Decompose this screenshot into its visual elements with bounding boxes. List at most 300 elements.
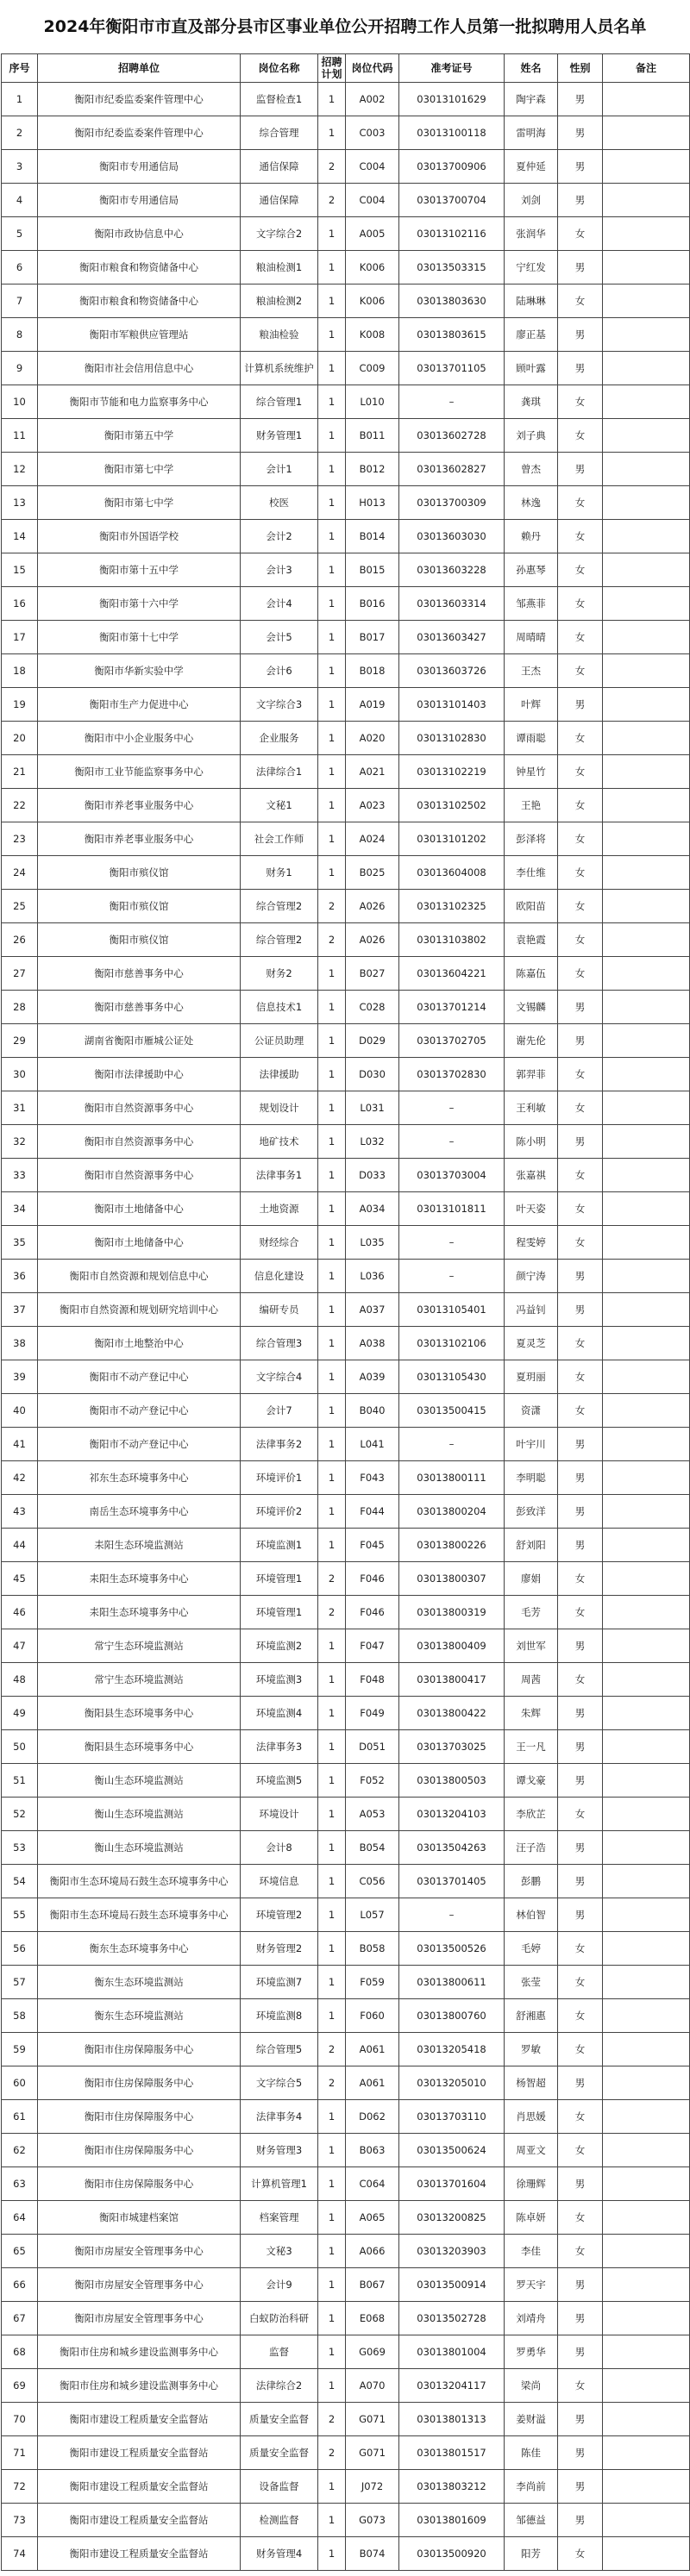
table-row [2, 2369, 690, 2403]
cell-name: 王利敏 [505, 1091, 558, 1125]
cell-position: 质量安全监督 [241, 2403, 318, 2436]
cell-remark [603, 453, 690, 486]
cell-post-code: B014 [346, 520, 399, 553]
cell-post-code: A070 [346, 2369, 399, 2403]
cell-name: 张润华 [505, 217, 558, 251]
cell-gender: 男 [558, 2504, 603, 2537]
cell-name: 孙惠琴 [505, 553, 558, 587]
cell-gender: 女 [558, 1360, 603, 1394]
cell-name: 王杰 [505, 654, 558, 688]
cell-name: 周亚文 [505, 2134, 558, 2167]
cell-gender: 男 [558, 1697, 603, 1730]
cell-gender: 女 [558, 1394, 603, 1428]
cell-gender: 女 [558, 1058, 603, 1091]
cell-gender: 女 [558, 1327, 603, 1360]
cell-name: 谭戈豪 [505, 1764, 558, 1798]
header-row [2, 54, 690, 83]
cell-ticket-no: – [399, 385, 505, 419]
cell-remark [603, 1764, 690, 1798]
cell-seq: 18 [2, 654, 38, 688]
cell-plan: 1 [318, 1730, 346, 1764]
cell-plan: 1 [318, 1663, 346, 1697]
cell-ticket-no: 03013102106 [399, 1327, 505, 1360]
cell-post-code: L036 [346, 1260, 399, 1293]
cell-gender: 男 [558, 251, 603, 284]
cell-remark [603, 251, 690, 284]
cell-unit: 衡阳市建设工程质量安全监督站 [38, 2537, 241, 2571]
cell-ticket-no: 03013800417 [399, 1663, 505, 1697]
cell-seq: 43 [2, 1495, 38, 1529]
cell-seq: 36 [2, 1260, 38, 1293]
cell-remark [603, 2504, 690, 2537]
cell-plan: 1 [318, 1192, 346, 1226]
table-row [2, 1562, 690, 1596]
cell-seq: 24 [2, 856, 38, 890]
cell-ticket-no: – [399, 1226, 505, 1260]
cell-plan: 1 [318, 2201, 346, 2235]
cell-gender: 男 [558, 2470, 603, 2504]
cell-ticket-no: 03013803615 [399, 318, 505, 352]
cell-remark [603, 2470, 690, 2504]
cell-remark [603, 2235, 690, 2268]
cell-position: 环境监测4 [241, 1697, 318, 1730]
cell-unit: 衡阳市住房保障服务中心 [38, 2100, 241, 2134]
cell-name: 毛芳 [505, 1596, 558, 1629]
cell-plan: 1 [318, 1529, 346, 1562]
cell-remark [603, 553, 690, 587]
table-row [2, 251, 690, 284]
cell-unit: 衡阳市不动产登记中心 [38, 1394, 241, 1428]
cell-seq: 55 [2, 1898, 38, 1932]
cell-name: 周晴晴 [505, 621, 558, 654]
table-row [2, 654, 690, 688]
cell-post-code: E068 [346, 2302, 399, 2335]
cell-gender: 男 [558, 1293, 603, 1327]
cell-gender: 男 [558, 688, 603, 722]
cell-position: 粮油检测1 [241, 251, 318, 284]
cell-ticket-no: 03013800111 [399, 1461, 505, 1495]
cell-ticket-no: 03013204103 [399, 1798, 505, 1831]
table-row [2, 150, 690, 184]
cell-ticket-no: 03013702830 [399, 1058, 505, 1091]
cell-post-code: K006 [346, 251, 399, 284]
cell-seq: 16 [2, 587, 38, 621]
cell-post-code: D033 [346, 1159, 399, 1192]
cell-gender: 男 [558, 318, 603, 352]
cell-plan: 1 [318, 352, 346, 385]
cell-seq: 69 [2, 2369, 38, 2403]
table-row [2, 722, 690, 755]
cell-unit: 衡阳市第十七中学 [38, 621, 241, 654]
cell-position: 法律事务1 [241, 1159, 318, 1192]
table-row [2, 1159, 690, 1192]
cell-remark [603, 755, 690, 789]
cell-unit: 衡阳市粮食和物资储备中心 [38, 251, 241, 284]
cell-seq: 57 [2, 1966, 38, 1999]
header-name: 姓名 [505, 54, 558, 83]
cell-name: 毛婷 [505, 1932, 558, 1966]
cell-remark [603, 2100, 690, 2134]
cell-position: 综合管理1 [241, 385, 318, 419]
cell-ticket-no: 03013703025 [399, 1730, 505, 1764]
cell-gender: 女 [558, 2235, 603, 2268]
cell-seq: 66 [2, 2268, 38, 2302]
cell-position: 通信保障 [241, 184, 318, 217]
cell-post-code: D051 [346, 1730, 399, 1764]
cell-ticket-no: 03013801313 [399, 2403, 505, 2436]
cell-unit: 衡阳市殡仪馆 [38, 923, 241, 957]
cell-seq: 13 [2, 486, 38, 520]
cell-ticket-no: 03013800307 [399, 1562, 505, 1596]
cell-gender: 女 [558, 1091, 603, 1125]
cell-unit: 衡阳市慈善事务中心 [38, 991, 241, 1024]
cell-seq: 62 [2, 2134, 38, 2167]
cell-post-code: B040 [346, 1394, 399, 1428]
cell-unit: 衡阳市第七中学 [38, 486, 241, 520]
cell-unit: 衡阳市工业节能监察事务中心 [38, 755, 241, 789]
table-row [2, 1865, 690, 1898]
cell-remark [603, 923, 690, 957]
cell-remark [603, 352, 690, 385]
cell-remark [603, 1697, 690, 1730]
header-post-code: 岗位代码 [346, 54, 399, 83]
cell-position: 文字综合5 [241, 2066, 318, 2100]
cell-post-code: J072 [346, 2470, 399, 2504]
cell-post-code: B017 [346, 621, 399, 654]
cell-seq: 34 [2, 1192, 38, 1226]
cell-gender: 男 [558, 1764, 603, 1798]
cell-ticket-no: 03013703004 [399, 1159, 505, 1192]
cell-name: 汪子浩 [505, 1831, 558, 1865]
cell-plan: 1 [318, 1058, 346, 1091]
cell-seq: 20 [2, 722, 38, 755]
cell-position: 公证员助理 [241, 1024, 318, 1058]
cell-ticket-no: 03013800503 [399, 1764, 505, 1798]
cell-seq: 45 [2, 1562, 38, 1596]
cell-position: 会计9 [241, 2268, 318, 2302]
cell-ticket-no: 03013102116 [399, 217, 505, 251]
cell-unit: 衡阳市自然资源和规划研究培训中心 [38, 1293, 241, 1327]
cell-ticket-no: 03013500920 [399, 2537, 505, 2571]
cell-gender: 男 [558, 1730, 603, 1764]
table-row [2, 1327, 690, 1360]
cell-plan: 1 [318, 1966, 346, 1999]
table-row [2, 1663, 690, 1697]
cell-ticket-no: 03013801004 [399, 2335, 505, 2369]
cell-seq: 32 [2, 1125, 38, 1159]
cell-gender: 女 [558, 822, 603, 856]
cell-post-code: B063 [346, 2134, 399, 2167]
cell-remark [603, 1024, 690, 1058]
cell-unit: 衡山生态环境监测站 [38, 1764, 241, 1798]
table-row [2, 2302, 690, 2335]
cell-post-code: C003 [346, 116, 399, 150]
cell-seq: 61 [2, 2100, 38, 2134]
cell-gender: 女 [558, 789, 603, 822]
cell-post-code: F059 [346, 1966, 399, 1999]
cell-post-code: F043 [346, 1461, 399, 1495]
cell-gender: 女 [558, 385, 603, 419]
cell-position: 综合管理2 [241, 890, 318, 923]
cell-post-code: A065 [346, 2201, 399, 2235]
cell-ticket-no: – [399, 1125, 505, 1159]
table-row [2, 1932, 690, 1966]
cell-name: 罗敏 [505, 2033, 558, 2066]
cell-gender: 女 [558, 1562, 603, 1596]
cell-gender: 男 [558, 184, 603, 217]
cell-post-code: G069 [346, 2335, 399, 2369]
cell-plan: 1 [318, 1999, 346, 2033]
cell-ticket-no: 03013801517 [399, 2436, 505, 2470]
cell-ticket-no: 03013502728 [399, 2302, 505, 2335]
cell-remark [603, 2436, 690, 2470]
cell-remark [603, 486, 690, 520]
cell-remark [603, 789, 690, 822]
cell-remark [603, 184, 690, 217]
cell-plan: 1 [318, 1932, 346, 1966]
table-row [2, 284, 690, 318]
cell-unit: 衡阳市建设工程质量安全监督站 [38, 2403, 241, 2436]
cell-ticket-no: 03013603030 [399, 520, 505, 553]
cell-plan: 1 [318, 1159, 346, 1192]
cell-ticket-no: 03013102502 [399, 789, 505, 822]
cell-ticket-no: 03013603228 [399, 553, 505, 587]
table-row [2, 352, 690, 385]
cell-post-code: C064 [346, 2167, 399, 2201]
table-row [2, 1529, 690, 1562]
cell-seq: 52 [2, 1798, 38, 1831]
cell-name: 李欣芷 [505, 1798, 558, 1831]
cell-remark [603, 1260, 690, 1293]
cell-ticket-no: 03013800611 [399, 1966, 505, 1999]
cell-remark [603, 419, 690, 453]
cell-name: 龚琪 [505, 385, 558, 419]
cell-position: 计算机系统维护 [241, 352, 318, 385]
cell-name: 叶天姿 [505, 1192, 558, 1226]
cell-gender: 男 [558, 2436, 603, 2470]
cell-post-code: D062 [346, 2100, 399, 2134]
cell-post-code: A061 [346, 2066, 399, 2100]
cell-plan: 1 [318, 755, 346, 789]
cell-position: 环境管理1 [241, 1562, 318, 1596]
cell-position: 信息化建设 [241, 1260, 318, 1293]
table-row [2, 486, 690, 520]
cell-ticket-no: 03013204117 [399, 2369, 505, 2403]
cell-name: 李明聪 [505, 1461, 558, 1495]
cell-name: 张嘉祺 [505, 1159, 558, 1192]
cell-position: 法律事务2 [241, 1428, 318, 1461]
cell-position: 文秘3 [241, 2235, 318, 2268]
cell-remark [603, 1091, 690, 1125]
table-row [2, 520, 690, 553]
cell-name: 雷明海 [505, 116, 558, 150]
cell-name: 陈卓妍 [505, 2201, 558, 2235]
cell-remark [603, 1226, 690, 1260]
cell-position: 检测监督 [241, 2504, 318, 2537]
cell-ticket-no: 03013800226 [399, 1529, 505, 1562]
cell-unit: 衡阳市第七中学 [38, 453, 241, 486]
cell-name: 王艳 [505, 789, 558, 822]
cell-name: 夏仲延 [505, 150, 558, 184]
cell-remark [603, 1125, 690, 1159]
cell-unit: 衡阳市华新实验中学 [38, 654, 241, 688]
cell-gender: 男 [558, 1831, 603, 1865]
cell-post-code: C009 [346, 352, 399, 385]
cell-gender: 男 [558, 1898, 603, 1932]
cell-position: 文秘1 [241, 789, 318, 822]
cell-unit: 衡阳市自然资源事务中心 [38, 1125, 241, 1159]
cell-position: 环境监测5 [241, 1764, 318, 1798]
cell-remark [603, 83, 690, 116]
cell-ticket-no: 03013500624 [399, 2134, 505, 2167]
cell-unit: 衡阳市纪委监委案件管理中心 [38, 83, 241, 116]
cell-position: 环境监测2 [241, 1629, 318, 1663]
cell-gender: 男 [558, 991, 603, 1024]
cell-gender: 女 [558, 722, 603, 755]
cell-post-code: L010 [346, 385, 399, 419]
cell-seq: 48 [2, 1663, 38, 1697]
table-row [2, 453, 690, 486]
cell-seq: 65 [2, 2235, 38, 2268]
table-row [2, 1091, 690, 1125]
cell-plan: 2 [318, 923, 346, 957]
cell-seq: 8 [2, 318, 38, 352]
table-row [2, 2470, 690, 2504]
cell-position: 编研专员 [241, 1293, 318, 1327]
cell-plan: 2 [318, 150, 346, 184]
cell-gender: 女 [558, 1966, 603, 1999]
cell-name: 谢先伦 [505, 1024, 558, 1058]
table-row [2, 1764, 690, 1798]
cell-unit: 衡阳市慈善事务中心 [38, 957, 241, 991]
cell-seq: 63 [2, 2167, 38, 2201]
cell-seq: 10 [2, 385, 38, 419]
cell-seq: 41 [2, 1428, 38, 1461]
cell-seq: 64 [2, 2201, 38, 2235]
cell-position: 文字综合3 [241, 688, 318, 722]
cell-unit: 衡阳市生态环境局石鼓生态环境事务中心 [38, 1898, 241, 1932]
cell-seq: 51 [2, 1764, 38, 1798]
cell-unit: 衡东生态环境事务中心 [38, 1932, 241, 1966]
cell-ticket-no: 03013205418 [399, 2033, 505, 2066]
cell-unit: 衡阳市节能和电力监察事务中心 [38, 385, 241, 419]
table-row [2, 83, 690, 116]
table-row [2, 1730, 690, 1764]
cell-gender: 男 [558, 2335, 603, 2369]
cell-plan: 2 [318, 2436, 346, 2470]
cell-gender: 男 [558, 2268, 603, 2302]
cell-gender: 男 [558, 1428, 603, 1461]
cell-remark [603, 1730, 690, 1764]
cell-post-code: L031 [346, 1091, 399, 1125]
cell-unit: 衡东生态环境监测站 [38, 1966, 241, 1999]
cell-seq: 49 [2, 1697, 38, 1730]
cell-plan: 2 [318, 2066, 346, 2100]
cell-ticket-no: 03013200825 [399, 2201, 505, 2235]
cell-ticket-no: 03013500914 [399, 2268, 505, 2302]
cell-gender: 女 [558, 217, 603, 251]
cell-post-code: C004 [346, 184, 399, 217]
cell-position: 财务管理3 [241, 2134, 318, 2167]
page-title: 2024年衡阳市市直及部分县市区事业单位公开招聘工作人员第一批拟聘用人员名单 [43, 17, 647, 36]
cell-post-code: B027 [346, 957, 399, 991]
cell-plan: 1 [318, 284, 346, 318]
cell-post-code: F047 [346, 1629, 399, 1663]
cell-position: 法律综合2 [241, 2369, 318, 2403]
cell-name: 刘剑 [505, 184, 558, 217]
cell-plan: 1 [318, 2470, 346, 2504]
cell-gender: 女 [558, 2201, 603, 2235]
cell-unit: 衡阳市军粮供应管理站 [38, 318, 241, 352]
cell-position: 会计2 [241, 520, 318, 553]
table-row [2, 1461, 690, 1495]
cell-ticket-no: 03013800204 [399, 1495, 505, 1529]
cell-name: 梁尚 [505, 2369, 558, 2403]
cell-ticket-no: 03013205010 [399, 2066, 505, 2100]
cell-post-code: A061 [346, 2033, 399, 2066]
cell-post-code: L041 [346, 1428, 399, 1461]
cell-remark [603, 1058, 690, 1091]
cell-post-code: B058 [346, 1932, 399, 1966]
cell-unit: 衡阳市法律援助中心 [38, 1058, 241, 1091]
cell-seq: 1 [2, 83, 38, 116]
cell-name: 叶宇川 [505, 1428, 558, 1461]
cell-name: 刘靖舟 [505, 2302, 558, 2335]
cell-position: 档案管理 [241, 2201, 318, 2235]
cell-unit: 衡阳市生产力促进中心 [38, 688, 241, 722]
cell-gender: 男 [558, 2302, 603, 2335]
cell-gender: 男 [558, 453, 603, 486]
cell-seq: 60 [2, 2066, 38, 2100]
cell-name: 朱辉 [505, 1697, 558, 1730]
cell-remark [603, 1663, 690, 1697]
table-row [2, 2201, 690, 2235]
cell-remark [603, 1596, 690, 1629]
cell-ticket-no: 03013700906 [399, 150, 505, 184]
cell-seq: 12 [2, 453, 38, 486]
cell-plan: 2 [318, 184, 346, 217]
cell-unit: 衡阳市养老事业服务中心 [38, 789, 241, 822]
table-row [2, 1831, 690, 1865]
cell-post-code: B025 [346, 856, 399, 890]
cell-ticket-no: 03013700704 [399, 184, 505, 217]
cell-seq: 27 [2, 957, 38, 991]
cell-post-code: A066 [346, 2235, 399, 2268]
cell-ticket-no: 03013101811 [399, 1192, 505, 1226]
cell-plan: 1 [318, 217, 346, 251]
cell-gender: 女 [558, 621, 603, 654]
cell-unit: 衡阳市建设工程质量安全监督站 [38, 2504, 241, 2537]
cell-name: 邹燕菲 [505, 587, 558, 621]
cell-remark [603, 2403, 690, 2436]
cell-post-code: L035 [346, 1226, 399, 1260]
cell-name: 罗天宇 [505, 2268, 558, 2302]
cell-post-code: F044 [346, 1495, 399, 1529]
cell-unit: 衡阳市不动产登记中心 [38, 1428, 241, 1461]
cell-name: 郭羿菲 [505, 1058, 558, 1091]
cell-post-code: A039 [346, 1360, 399, 1394]
cell-remark [603, 1999, 690, 2033]
cell-position: 环境监测3 [241, 1663, 318, 1697]
cell-remark [603, 2369, 690, 2403]
table-row [2, 385, 690, 419]
cell-ticket-no: 03013603427 [399, 621, 505, 654]
table-row [2, 923, 690, 957]
cell-name: 陶宇森 [505, 83, 558, 116]
table-row [2, 2134, 690, 2167]
cell-remark [603, 1966, 690, 1999]
cell-position: 会计1 [241, 453, 318, 486]
